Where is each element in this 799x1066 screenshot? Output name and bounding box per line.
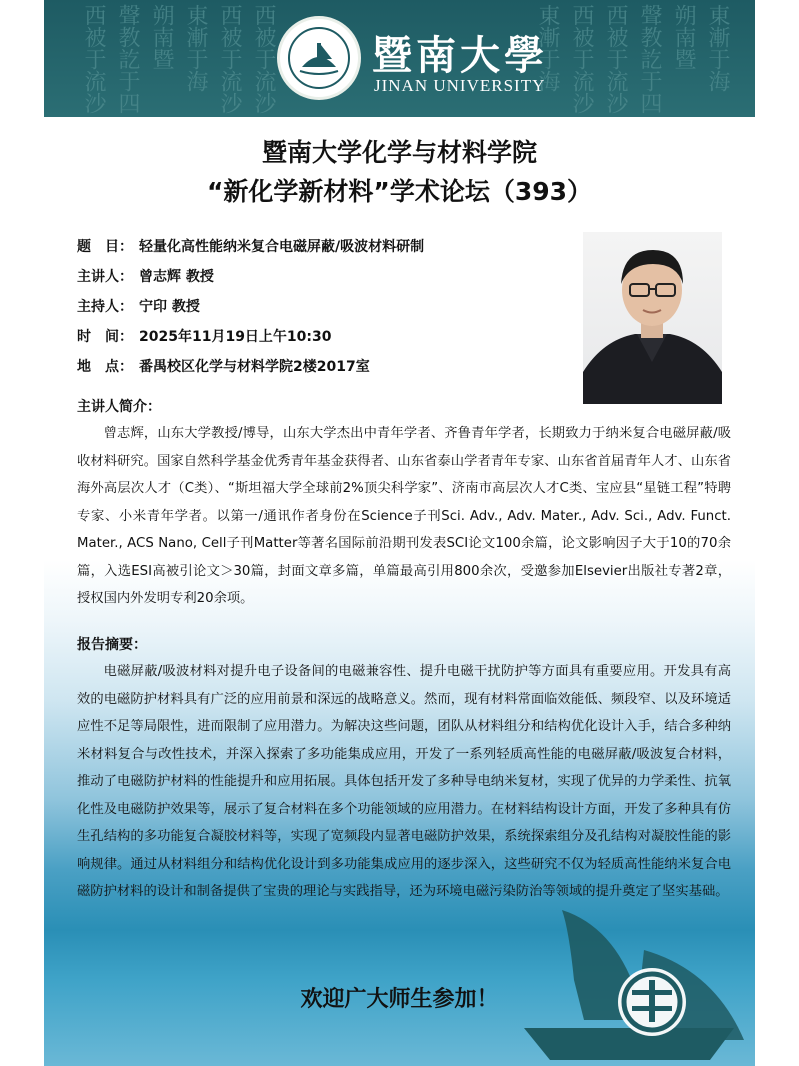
info-value: 曾志辉 教授	[139, 269, 214, 285]
speaker-photo	[583, 232, 722, 404]
info-value: 2025年11月19日上午10:30	[139, 329, 332, 345]
abstract-heading: 报告摘要：	[77, 637, 147, 653]
university-name-en: JINAN UNIVERSITY	[374, 76, 546, 95]
info-row-host	[77, 296, 200, 316]
watermark-column: 東漸于海	[535, 4, 560, 92]
page-subtitle: “新化学新材料”学术论坛（393）	[206, 177, 593, 206]
watermark-column: 朔南暨	[149, 4, 174, 70]
watermark-column: 西被于流沙	[569, 4, 594, 114]
info-row-speaker	[77, 266, 214, 286]
watermark-column: 西被于流沙	[251, 4, 276, 114]
watermark-column: 西被于流沙	[603, 4, 628, 114]
welcome-message: 欢迎广大师生参加！	[300, 986, 499, 1012]
info-label: 主讲人：	[77, 269, 133, 285]
info-value: 宁印 教授	[139, 299, 200, 315]
info-row-location	[77, 356, 370, 376]
watermark-column: 東漸于海	[705, 4, 730, 92]
bio-paragraph: 曾志辉，山东大学教授/博导，山东大学杰出中青年学者、齐鲁青年学者，长期致力于纳米复合电磁屏蔽/吸收材料研究。国家自然科学基金优秀青年基金获得者、山东省泰山学者青年专家、山东省首届青年人才、山东省海外高层次人才（C类）、“斯坦福大学全球前2%顶尖科学家”、济南市高层次人才C类、宝应县“星链工程”特聘专家、小米青年学者。以第一/通讯作者身份在Science子刊Sci. Adv., Adv. Mater., Adv. Sci., Adv. Funct. Mater., ACS Nano, Cell子刊Matter等著名国际前沿期刊发表SCI论文100余篇，论文影响因子大于10的70余篇，入选ESI高被引论文＞30篇，封面文章多篇，单篇最高引用800余次，受邀参加Elsevier出版社专著2章，授权国内外发明专利20余项。	[77, 426, 731, 606]
info-value: 番禺校区化学与材料学院2楼2017室	[139, 359, 370, 375]
poster	[44, 0, 755, 1066]
watermark-column: 東漸于海	[183, 4, 208, 92]
bio-heading: 主讲人简介：	[77, 399, 161, 415]
info-label: 时 间：	[77, 329, 133, 345]
info-label: 地 点：	[77, 359, 133, 375]
watermark-column: 聲教訖于四	[637, 4, 662, 114]
watermark-column: 西被于流沙	[81, 4, 106, 114]
watermark-column: 聲教訖于四	[115, 4, 140, 114]
info-label: 题 目：	[77, 239, 133, 255]
info-value: 轻量化高性能纳米复合电磁屏蔽/吸波材料研制	[139, 239, 425, 255]
abstract-paragraph: 电磁屏蔽/吸波材料对提升电子设备间的电磁兼容性、提升电磁干扰防护等方面具有重要应用。开发具有高效的电磁防护材料具有广泛的应用前景和深远的战略意义。然而，现有材料常面临效能低、频段窄、以及环境适应性不足等局限性，进而限制了应用潜力。为解决这些问题，团队从材料组分和结构优化设计入手，结合多种纳米材料复合与改性技术，并深入探索了多功能集成应用，开发了一系列轻质高性能的电磁屏蔽/吸波复合材料，推动了电磁防护材料的性能提升和应用拓展。具体包括开发了多种导电纳米复材，实现了优异的力学柔性、抗氧化性及电磁防护效果等，展示了复合材料在多个功能领域的应用潜力。在材料结构设计方面，开发了多种具有仿生孔结构的多功能复合凝胶材料等，实现了宽频段内显著电磁防护效果，系统探索组分及孔结构对凝胶性能的影响规律。通过从材料组分和结构优化设计到多功能集成应用的逐步深入，这些研究不仅为轻质高性能纳米复合电磁防护材料的设计和制备提供了宝贵的理论与实践指导，还为环境电磁污染防治等领域的提升奠定了坚实基础。	[77, 664, 731, 899]
watermark-column: 西被于流沙	[217, 4, 242, 114]
watermark-column: 朔南暨	[671, 4, 696, 70]
info-row-time	[77, 326, 332, 346]
page-title: 暨南大学化学与材料学院	[261, 138, 537, 167]
info-label: 主持人：	[77, 299, 133, 315]
university-seal-logo	[277, 16, 361, 100]
header-banner	[44, 0, 755, 117]
info-row-topic	[77, 236, 424, 256]
university-name-cn: 暨南大學	[372, 32, 548, 79]
